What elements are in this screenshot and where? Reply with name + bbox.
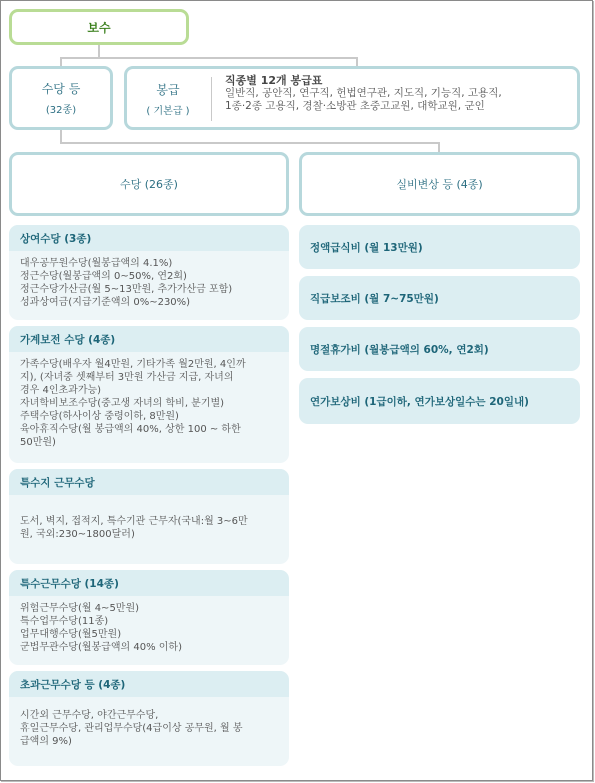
expenses-box bbox=[299, 152, 580, 216]
connector-group-down bbox=[60, 129, 62, 143]
card-title: 초과근무수당 등 (4종) bbox=[9, 671, 289, 697]
card-line: 경우 4인초과가능) bbox=[20, 385, 102, 396]
allowance-card-special bbox=[9, 570, 289, 665]
expense-item-leave-compensation: 연가보상비 (1급이하, 연가보상일수는 20일내) bbox=[299, 378, 580, 424]
card-line: 가족수당(배우자 월4만원, 기타가족 월2만원, 4인까 bbox=[20, 359, 246, 370]
allowance-card-family bbox=[9, 326, 289, 463]
root-label: 보수 bbox=[87, 20, 111, 35]
card-line: 주택수당(하사이상 중령이하, 8만원) bbox=[20, 411, 179, 422]
connector-top-horizontal bbox=[60, 57, 357, 59]
card-title: 상여수당 (3종) bbox=[9, 225, 289, 251]
card-line: 휴일근무수당, 관리업무수당(4급이상 공무원, 월 봉 bbox=[20, 723, 243, 734]
card-line: 특수업무수당(11종) bbox=[20, 616, 109, 627]
card-line: 자녀학비보조수당(중고생 자녀의 학비, 분기별) bbox=[20, 398, 225, 409]
base-pay-heading: 직종별 12개 봉급표 bbox=[225, 74, 323, 87]
root-box bbox=[9, 9, 189, 45]
allowance-card-bonus bbox=[9, 225, 289, 320]
base-pay-label-group bbox=[133, 77, 203, 121]
base-pay-details bbox=[225, 74, 502, 113]
expense-item-meal: 정액급식비 (월 13만원) bbox=[299, 225, 580, 269]
allowance-group-box bbox=[9, 66, 113, 130]
card-line: 원, 국외:230~1800달러) bbox=[20, 529, 135, 540]
card-line: 급액의 9%) bbox=[20, 736, 72, 747]
connector-root-down bbox=[98, 44, 100, 58]
card-title: 특수근무수당 (14종) bbox=[9, 570, 289, 596]
base-pay-line: 1종·2종 고용직, 경찰·소방관 초중고교원, 대학교원, 군인 bbox=[225, 100, 485, 112]
base-pay-line: 일반직, 공안직, 연구직, 헌법연구관, 지도직, 기능직, 고용직, bbox=[225, 87, 502, 99]
card-line: 정근수당가산금(월 5~13만원, 추가가산금 포함) bbox=[20, 284, 233, 295]
base-pay-box bbox=[124, 66, 580, 130]
card-line: 도서, 벽지, 접적지, 특수기관 근무자(국내:월 3~6만 bbox=[20, 516, 248, 527]
base-pay-title: 봉급 bbox=[156, 83, 180, 97]
card-title: 가계보전 수당 (4종) bbox=[9, 326, 289, 352]
allowance-card-overtime bbox=[9, 671, 289, 766]
card-line: 업무대행수당(월5만원) bbox=[20, 629, 122, 640]
connector-to-expenses bbox=[438, 142, 440, 152]
allowance-group-count: (32종) bbox=[45, 105, 77, 116]
card-line: 군법무관수당(월봉급액의 40% 이하) bbox=[20, 642, 182, 653]
allowance-box bbox=[9, 152, 289, 216]
expense-item-holiday: 명절휴가비 (월봉급액의 60%, 연2회) bbox=[299, 327, 580, 371]
card-line: 육아휴직수당(월 봉급액의 40%, 상한 100 ~ 하한 bbox=[20, 424, 241, 435]
allowance-group-title: 수당 등 bbox=[41, 82, 81, 96]
card-title: 특수지 근무수당 bbox=[9, 469, 289, 495]
card-line: 50만원) bbox=[20, 437, 56, 448]
card-line: 위험근무수당(월 4~5만원) bbox=[20, 603, 140, 614]
expenses-title: 실비변상 등 (4종) bbox=[396, 178, 483, 191]
expense-item-rank-subsidy: 직급보조비 (월 7~75만원) bbox=[299, 276, 580, 320]
base-pay-divider bbox=[211, 77, 212, 121]
card-line: 지), (자녀중 셋째부터 3만원 가산금 지급, 자녀의 bbox=[20, 372, 234, 383]
card-line: 시간외 근무수당, 야간근무수당, bbox=[20, 710, 159, 721]
card-line: 정근수당(월봉급액의 0~50%, 연2회) bbox=[20, 271, 187, 282]
allowance-card-remote bbox=[9, 469, 289, 564]
allowance-title: 수당 (26종) bbox=[120, 178, 178, 191]
card-line: 성과상여금(지급기준액의 0%~230%) bbox=[20, 297, 191, 308]
card-line: 대우공무원수당(월봉급액의 4.1%) bbox=[20, 258, 173, 269]
base-pay-subtitle: ( 기본급 ) bbox=[146, 106, 190, 117]
connector-mid-horizontal bbox=[60, 142, 439, 144]
